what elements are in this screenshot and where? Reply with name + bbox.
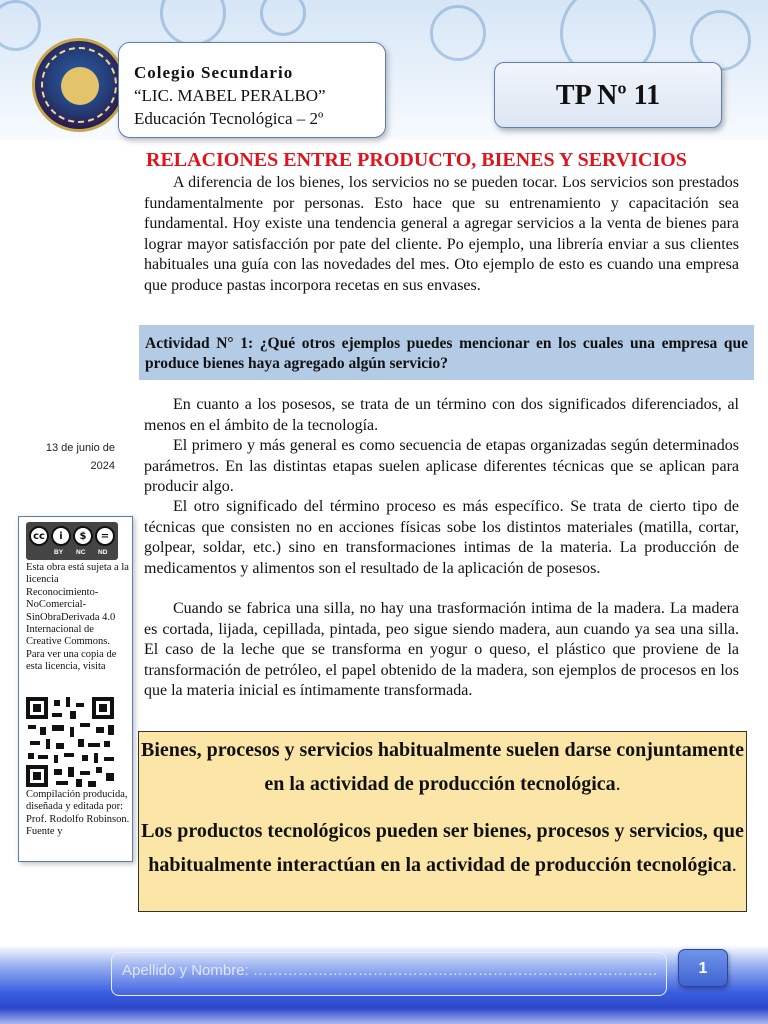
conclusion-period-1: . <box>615 773 621 795</box>
gear-decoration-icon <box>160 0 226 46</box>
license-text: Esta obra está sujeta a la licencia Reconocimiento-NoComercial-SinObraDerivada 4.0 Internacional de Creative Commons. Para ver una copia de esta licencia, visita <box>26 562 129 673</box>
nd-icon: = <box>95 526 115 546</box>
credits-text: Compilación producida, diseñada y editada por: Prof. Rodolfo Robinson. Fuente y <box>26 789 130 838</box>
conclusion-text-1: Bienes, procesos y servicios habitualmente suelen darse conjuntamente en la actividad de producción tecnológica <box>141 739 744 795</box>
logo-emblem <box>61 67 99 105</box>
by-label: BY <box>54 549 64 556</box>
page-title: RELACIONES ENTRE PRODUCTO, BIENES Y SERVICIOS <box>146 149 687 171</box>
school-info-box <box>118 42 386 138</box>
school-name: “LIC. MABEL PERALBO” <box>134 86 326 105</box>
tp-number-box: TP Nº 11 <box>494 62 722 128</box>
name-field[interactable] <box>111 952 667 996</box>
activity-question: Actividad N° 1: ¿Qué otros ejemplos puedes mencionar en los cuales una empresa que produce bienes haya agregado algún servicio? <box>139 325 754 380</box>
nd-label: ND <box>98 549 108 556</box>
conclusion-box <box>138 731 747 912</box>
nc-icon: $ <box>73 526 93 546</box>
school-type: Colegio Secundario <box>134 63 294 82</box>
cc-icon: cc <box>29 526 49 546</box>
paragraph-processes-first: El primero y más general es como secuencia de etapas organizadas según determinados parámetros. En las distintas etapas suelen aplicase diferentes técnicas que se aplican para producir algo. <box>144 437 739 495</box>
nc-label: NC <box>76 549 86 556</box>
gear-decoration-icon <box>260 0 306 36</box>
page-number: 1 <box>678 949 728 987</box>
document-date: 13 de junio de 2024 <box>45 442 115 472</box>
paragraph-processes-example: Cuando se fabrica una silla, no hay una trasformación intima de la madera. La madera es cortada, lijada, cepillada, pintada, peo sigue siendo madera, aun cuando ya sea una silla. El caso de la leche que se transforma en yogur o queso, el plástico que proviene de la transformación de petróleo, el papel obtenido de la madera, son ejemplos de procesos en los que la materia inicial es íntimamente transformada. <box>144 600 739 699</box>
gear-decoration-icon <box>430 5 486 61</box>
name-field-label: Apellido y Nombre: ……………………………………………………………………… <box>122 962 658 979</box>
conclusion-paragraph-1 <box>139 733 746 801</box>
conclusion-text-2: Los productos tecnológicos pueden ser bienes, procesos y servicios, que habitualmente interactúan en la actividad de producción tecnológica <box>141 820 744 876</box>
license-box <box>18 516 133 862</box>
conclusion-period-2: . <box>731 854 737 876</box>
conclusion-paragraph-2 <box>139 814 746 882</box>
qr-code[interactable] <box>26 697 114 787</box>
subject-grade: Educación Tecnológica – 2º <box>134 109 324 128</box>
paragraph-processes-intro: En cuanto a los posesos, se trata de un término con dos significados diferenciados, al menos en el ámbito de la tecnología. <box>144 396 739 434</box>
school-logo <box>32 38 126 132</box>
by-icon: i <box>51 526 71 546</box>
cc-license-badge[interactable] <box>26 522 118 560</box>
paragraph-processes-second: El otro significado del término proceso es más específico. Se trata de cierto tipo de técnicas que consisten no en acciones físicas sobe los distintos materiales (matilla, cortar, golpear, soldar, etc.) sino en transformaciones intimas de la materia. La producción de medicamentos y alimentos son el resultado de la aplicación de posesos. <box>144 498 739 577</box>
paragraph-services: A diferencia de los bienes, los servicios no se pueden tocar. Los servicios son prestados fundamentalmente por personas. Esto hace que su entrenamiento y capacitación sea fundamental. Hoy existe una tendencia general a agregar servicios a la venta de bienes para lograr mayor satisfacción por pate del cliente. Po ejemplo, una librería enviar a sus clientes habituales una guía con las novedades del mes. Oto ejemplo de esto es cuando una empresa que produce pastas incorpora recetas en sus envases. <box>144 174 739 294</box>
gear-decoration-icon <box>0 0 41 51</box>
